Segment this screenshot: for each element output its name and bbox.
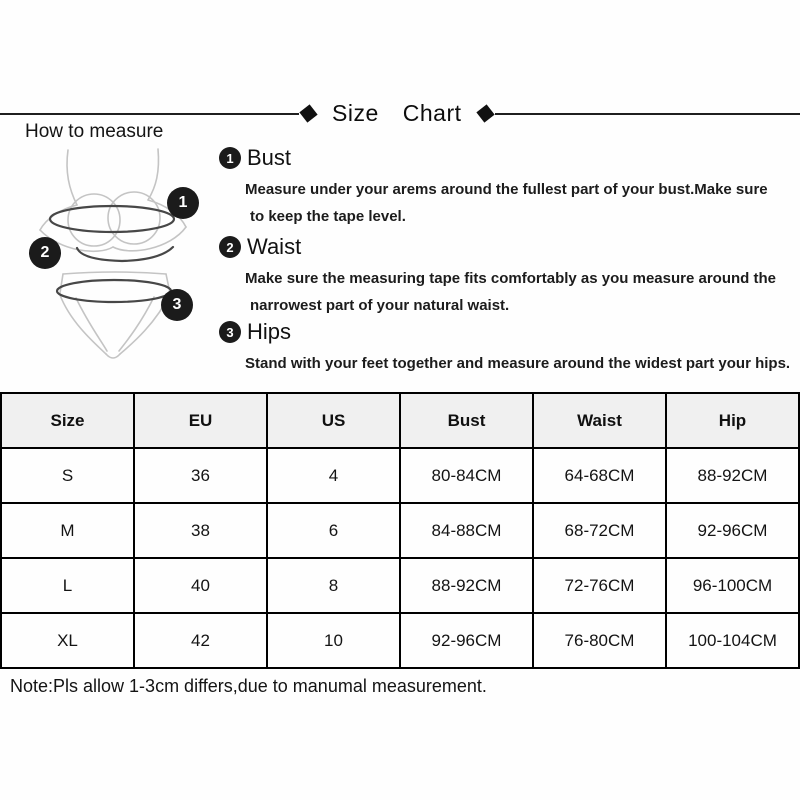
cell-s-hip: 88-92CM bbox=[666, 448, 799, 503]
col-header-bust: Bust bbox=[400, 393, 533, 448]
page-title-word-chart: Chart bbox=[402, 100, 462, 126]
table-row-xl bbox=[1, 613, 799, 668]
table-row-m bbox=[1, 503, 799, 558]
page-title-word-size: Size bbox=[332, 100, 379, 126]
col-header-eu: EU bbox=[134, 393, 267, 448]
cell-m-hip: 92-96CM bbox=[666, 503, 799, 558]
cell-l-eu: 40 bbox=[134, 558, 267, 613]
cell-l-us: 8 bbox=[267, 558, 400, 613]
cell-s-waist: 64-68CM bbox=[533, 448, 666, 503]
bust-marker-badge: 1 bbox=[167, 187, 199, 219]
cell-s-size: S bbox=[1, 448, 134, 503]
instruction-waist-header bbox=[219, 233, 776, 261]
instruction-bust-header bbox=[219, 144, 768, 172]
cell-l-waist: 72-76CM bbox=[533, 558, 666, 613]
waist-description-line-2: narrowest part of your natural waist. bbox=[250, 297, 510, 314]
col-header-size: Size bbox=[1, 393, 134, 448]
hips-title: Hips bbox=[247, 319, 292, 344]
cell-l-hip: 96-100CM bbox=[666, 558, 799, 613]
waist-title: Waist bbox=[247, 234, 302, 259]
cell-m-eu: 38 bbox=[134, 503, 267, 558]
cell-xl-waist: 76-80CM bbox=[533, 613, 666, 668]
table-row-l bbox=[1, 558, 799, 613]
col-header-us: US bbox=[267, 393, 400, 448]
page-title bbox=[318, 100, 476, 127]
waist-description-line-1: Make sure the measuring tape fits comfortably as you measure around the bbox=[245, 270, 776, 287]
diamond-icon-right bbox=[476, 104, 494, 122]
bust-title: Bust bbox=[247, 145, 292, 170]
instruction-hips-header bbox=[219, 318, 790, 346]
cell-s-us: 4 bbox=[267, 448, 400, 503]
cell-m-size: M bbox=[1, 503, 134, 558]
hips-description-line-1: Stand with your feet together and measure around the widest part your hips. bbox=[245, 355, 791, 372]
divider-line-right bbox=[495, 113, 800, 115]
cell-xl-hip: 100-104CM bbox=[666, 613, 799, 668]
hips-description bbox=[245, 350, 790, 377]
table-row-s bbox=[1, 448, 799, 503]
col-header-hip: Hip bbox=[666, 393, 799, 448]
cell-l-bust: 88-92CM bbox=[400, 558, 533, 613]
waist-marker-badge: 2 bbox=[29, 237, 61, 269]
bust-description bbox=[245, 176, 768, 230]
instruction-hips bbox=[219, 318, 790, 377]
divider-line-left bbox=[0, 113, 299, 115]
instruction-bust bbox=[219, 144, 768, 230]
cell-l-size: L bbox=[1, 558, 134, 613]
cell-xl-size: XL bbox=[1, 613, 134, 668]
how-to-measure-title: How to measure bbox=[25, 121, 164, 142]
cell-m-us: 6 bbox=[267, 503, 400, 558]
col-header-waist: Waist bbox=[533, 393, 666, 448]
cell-m-waist: 68-72CM bbox=[533, 503, 666, 558]
hips-marker-badge: 3 bbox=[161, 289, 193, 321]
cell-xl-bust: 92-96CM bbox=[400, 613, 533, 668]
cell-xl-eu: 42 bbox=[134, 613, 267, 668]
cell-s-bust: 80-84CM bbox=[400, 448, 533, 503]
diamond-icon-left bbox=[299, 104, 317, 122]
hips-number-badge: 3 bbox=[219, 321, 241, 343]
size-table-header-row bbox=[1, 393, 799, 448]
cell-xl-us: 10 bbox=[267, 613, 400, 668]
size-table bbox=[0, 392, 800, 669]
bust-description-line-1: Measure under your arems around the fullest part of your bust.Make sure bbox=[245, 181, 768, 198]
waist-description bbox=[245, 265, 776, 319]
cell-s-eu: 36 bbox=[134, 448, 267, 503]
bikini-measure-illustration bbox=[30, 145, 230, 380]
measurement-note: Note:Pls allow 1-3cm differs,due to manumal measurement. bbox=[10, 676, 487, 696]
cell-m-bust: 84-88CM bbox=[400, 503, 533, 558]
bust-number-badge: 1 bbox=[219, 147, 241, 169]
instruction-waist bbox=[219, 233, 776, 319]
bust-description-line-2: to keep the tape level. bbox=[250, 208, 406, 225]
waist-number-badge: 2 bbox=[219, 236, 241, 258]
